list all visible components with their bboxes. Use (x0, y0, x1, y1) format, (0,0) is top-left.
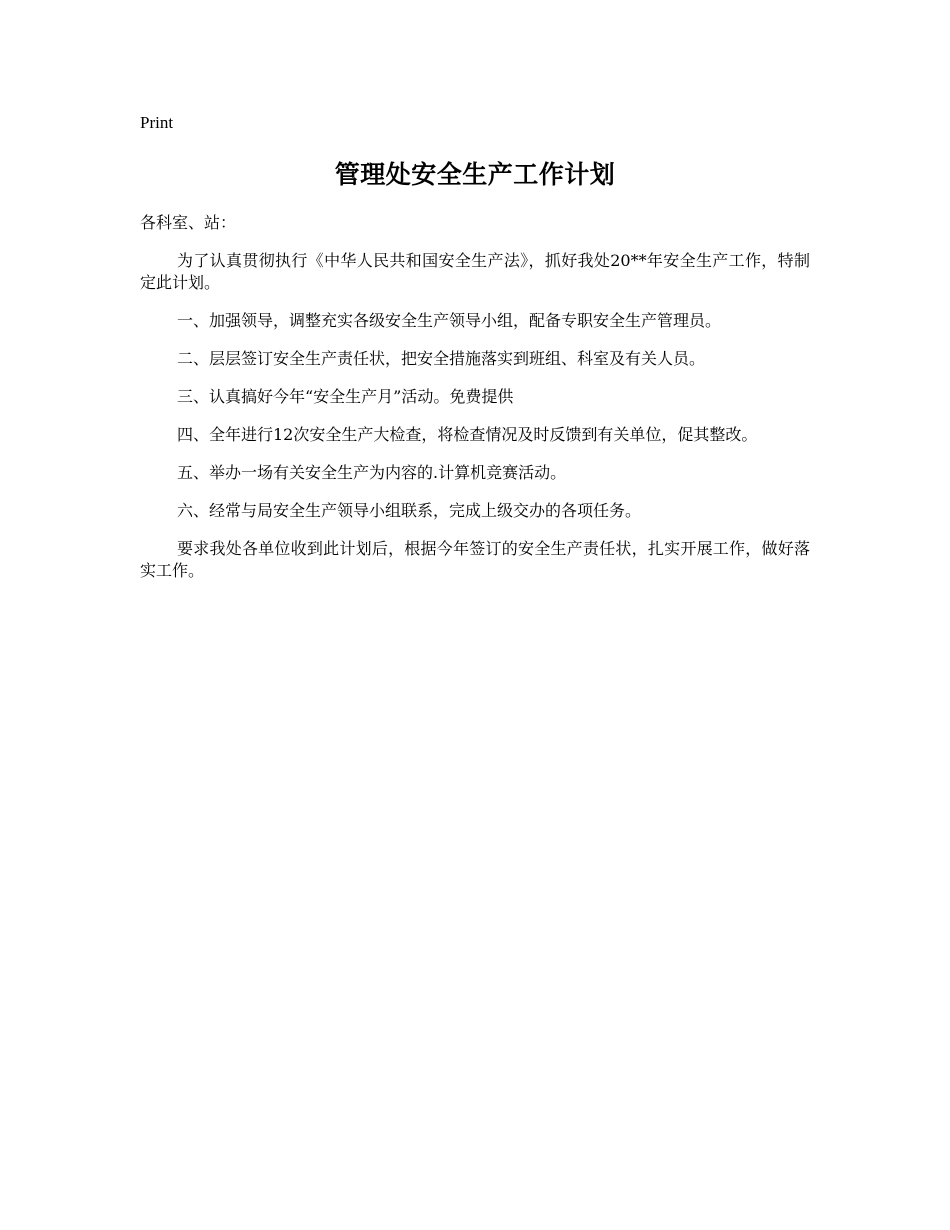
print-link[interactable]: Print (140, 113, 174, 132)
document-body (140, 212, 810, 598)
paragraph-closing: 要求我处各单位收到此计划后，根据今年签订的安全生产责任状，扎实开展工作，做好落实工作。 (140, 539, 810, 580)
paragraph-intro: 为了认真贯彻执行《中华人民共和国安全生产法》，抓好我处20**年安全生产工作，特制定此计划。 (140, 251, 810, 292)
paragraph-item-2: 二、层层签订安全生产责任状，把安全措施落实到班组、科室及有关人员。 (177, 349, 706, 368)
salutation: 各科室、站： (140, 213, 237, 232)
paragraph-item-3: 三、认真搞好今年“安全生产月”活动。免费提供 (177, 387, 514, 406)
document-title: 管理处安全生产工作计划 (334, 160, 616, 189)
paragraph-item-1: 一、加强领导，调整充实各级安全生产领导小组，配备专职安全生产管理员。 (177, 311, 722, 330)
paragraph-item-6: 六、经常与局安全生产领导小组联系，完成上级交办的各项任务。 (177, 501, 642, 520)
paragraph-item-4: 四、全年进行12次安全生产大检查，将检查情况及时反馈到有关单位，促其整改。 (177, 425, 758, 444)
paragraph-item-5: 五、举办一场有关安全生产为内容的.计算机竞赛活动。 (177, 463, 567, 482)
